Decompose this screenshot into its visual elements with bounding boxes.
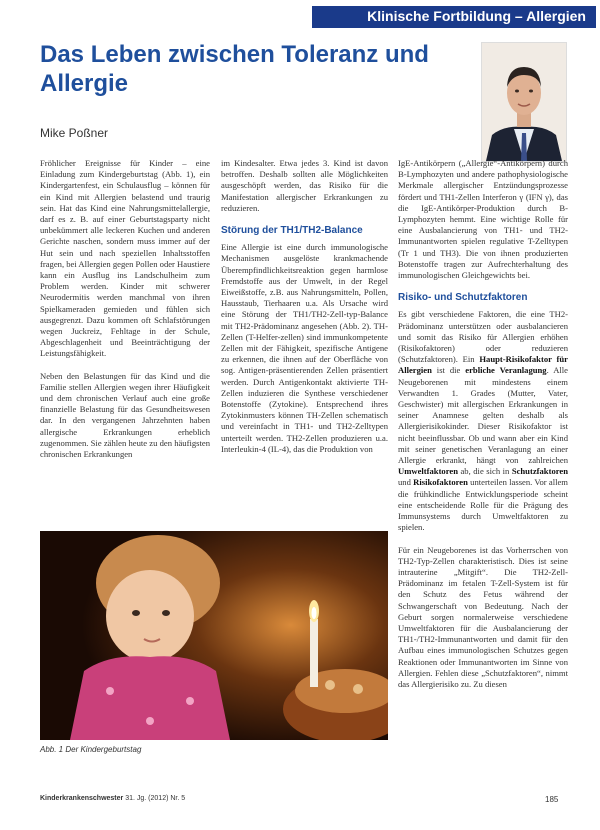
footer-journal bbox=[40, 795, 185, 802]
birthday-photo bbox=[40, 531, 388, 740]
section-heading: Risiko- und Schutzfaktoren bbox=[398, 292, 528, 304]
page-number: 185 bbox=[545, 795, 559, 804]
paragraph: Es gibt verschiedene Faktoren, die eine TH2-Prädominanz unterstützen oder ausbalancieren und somit das Risiko für Allergien erhöhen (Risikofaktoren) oder reduzieren (Schutzfaktoren). Ein Haupt-Risikofaktor für Allergien ist die erbliche Veranlagung. Alle Neugeborenen mit mindestens einem Verwandten 1. Grades (Mutter, Vater, Geschwister) mit allergischen Erkrankungen in seiner Anamnese gelten deshalb als Allergierisikokinder. Dieser Risikofaktor ist nicht beeinflussbar. Ob und wann aber ein Kind mit seiner genetischen Veranlagung an einer Allergie erkrankt, hängt von zahlreichen Umweltfaktoren ab, die sich in Schutzfaktoren und Risikofaktoren unterteilen lassen. Vor allem die frühkindliche Entwicklungsperiode scheint eine entscheidende Rolle für die Prägung des Immunsystems durch Umweltfaktoren zu spielen. bbox=[398, 309, 568, 533]
paragraph: Fröhlicher Ereignisse für Kinder – eine Einladung zum Kindergeburtstag (Abb. 1), ein Kindergartenfest, ein Schulausflug – können für ein Kind mit Allergien belastend und traurig sein. Hat das Kind eine Nahrungsmittelallergie, darf es z. B. auf einer Geburtstagsparty nicht unbekümmert alle leckeren Kuchen und anderen Gerichte naschen, sondern muss immer auf der Hut sein und nach speziellen Inhaltsstoffen fragen, bei Allergien gegen Pollen oder Haustiere kann ein Ausflug ins Landschulheim zum Problem werden. Kinder mit schwerer Neurodermitis werden manchmal von ihren Spielkameraden gemieden und fühlen sich ausgegrenzt. Dazu kommen oft Schlafstörungen wegen Juckreiz, Fehltage in der Schule, Abgeschlagenheit und Beeinträchtigung der Leistungsfähigkeit. bbox=[40, 158, 210, 359]
article-column-1 bbox=[40, 158, 210, 523]
section-banner bbox=[312, 6, 596, 28]
paragraph: im Kindesalter. Etwa jedes 3. Kind ist davon betroffen. Deshalb sollten alle Möglichkeiten ausgeschöpft werden, das Risiko für die Manifestation allergischer Erkrankungen zu reduzieren. bbox=[221, 158, 388, 213]
section-heading: Störung der TH1/TH2-Balance bbox=[221, 225, 363, 237]
paragraph: Eine Allergie ist eine durch immunologische Mechanismen ausgelöste krankmachende Überempfindlichkeitsreaktion gegen harmlose Fremdstoffe aus der Umwelt, in der Regel Eiweißstoffe, z.B. aus Nahrungsmitteln, Pollen, Hausstaub, Tierhaaren u.a. Als Ursache wird eine Störung der TH1/TH2-Zell-typ-Balance mit TH2-Prädominanz angesehen (Abb. 2). TH-Zellen (T-Helfer-zellen) sind immunkompetente Zellen mit der Fähigkeit, spezifische Antigene zu erkennen, die ihnen auf der Oberfläche von sog. Antigen-präsentierenden Zellen präsentiert werden. Durch Antigenkontakt aktivierte TH-Zellen induzieren die Synthese verschiedener Botenstoffe (Zytokine). Entsprechend ihres Zytokinmusters können TH-Zellen schematisch und vereinfacht in TH1- und TH2-Zelltypen unterteilt werden. TH2-Zellen produzieren u.a. Interleukin-4 (IL-4), das die Produktion von bbox=[221, 242, 388, 454]
article-column-3 bbox=[398, 158, 568, 786]
author-name: Mike Poßner bbox=[40, 126, 109, 140]
author-portrait bbox=[481, 42, 567, 162]
journal-name: Kinderkrankenschwester bbox=[40, 795, 124, 802]
section-label: Klinische Fortbildung – Allergien bbox=[367, 8, 586, 24]
paragraph: Neben den Belastungen für das Kind und die Familie stellen Allergien wegen ihrer Häufigkeit und dem chronischen Verlauf auch eine große finanzielle Belastung für das Gesundheitswesen dar. In den vergangenen Jahrzehnten haben allergische Erkrankungen erheblich zugenommen. Sie zählen heute zu den häufigsten chronischen Erkrankungen bbox=[40, 370, 210, 460]
paragraph: Für ein Neugeborenes ist das Vorherrschen von TH2-Typ-Zellen charakteristisch. Dies ist seine intrauterine „Mitgift“. Die TH2-Zell-Prädominanz im fetalen T-Zell-System ist für den Schutz des Fetus während der Schwangerschaft von Bedeutung. Nach der Geburt sorgen normalerweise verschiedene Umweltfaktoren für die Ausbalancierung der TH1-/TH2-Immunantworten und damit für den Aufbau eines immunologischen Schutzes gegen Reaktionen oder Immunantworten im Sinne von Allergien. Fehlen diese „Schutzfaktoren“, nimmt das Allergierisiko zu. Zu diesen bbox=[398, 544, 568, 689]
article-column-2 bbox=[221, 158, 388, 523]
paragraph: IgE-Antikörpern („Allergie“-Antikörpern) durch B-Lymphozyten und andere pathophysiologische Merkmale allergischer Entzündungsprozesse fördert und TH1-Zellen Interferon γ (IFN γ), das die IgE-Antikörper-Produktion durch B-Lymphozyten hemmt. Eine wichtige Rolle für eine Ausbalancierung von TH1- und TH2-Immunantworten spielen regulative T-Zelltypen (Tr 1 und TH3). Die von ihnen produzierten Botenstoffe tragen zur Aufrechterhaltung des immunologischen Gleichgewichts bei. bbox=[398, 158, 568, 281]
figure-caption: Abb. 1 Der Kindergeburtstag bbox=[40, 745, 142, 754]
journal-issue: 31. Jg. (2012) Nr. 5 bbox=[125, 795, 186, 802]
article-title: Das Leben zwischen Toleranz und Allergie bbox=[40, 41, 429, 97]
